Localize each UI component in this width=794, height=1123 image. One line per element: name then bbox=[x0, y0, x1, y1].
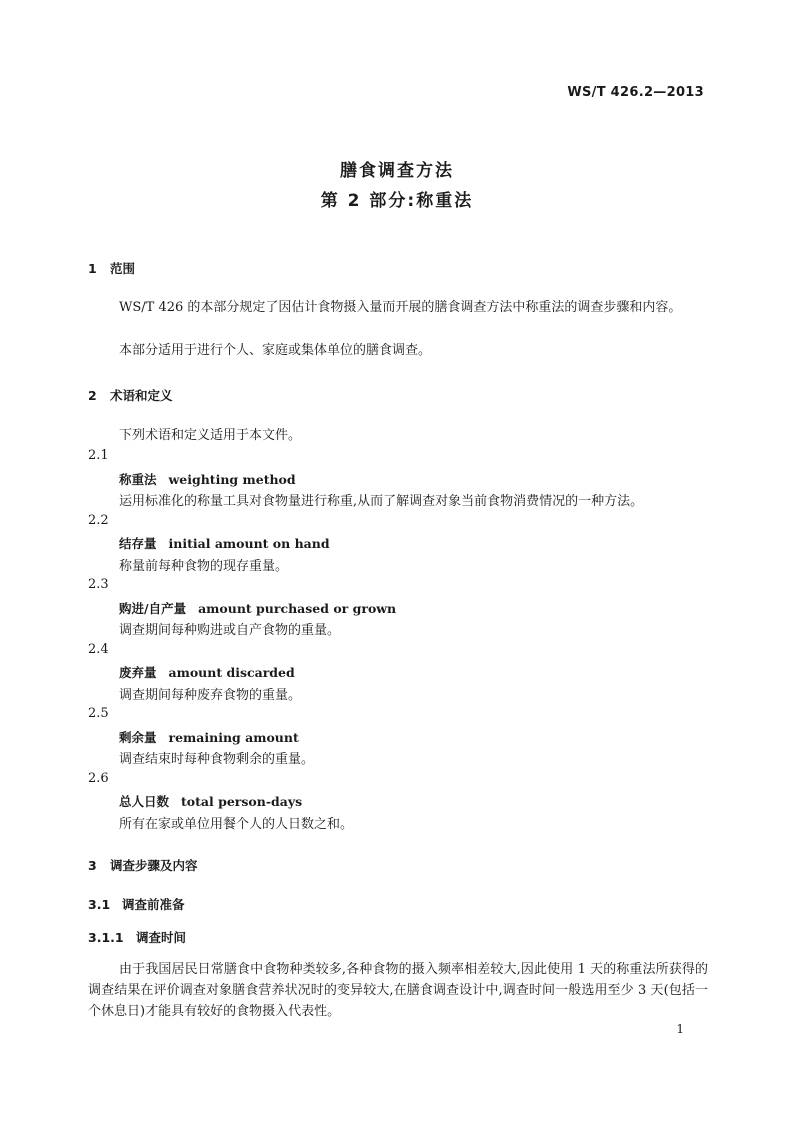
term-heading bbox=[119, 792, 302, 810]
term-number: 2.3 bbox=[88, 577, 109, 592]
term-en: amount discarded bbox=[168, 665, 295, 680]
section-3-paragraph: 由于我国居民日常膳食中食物种类较多,各种食物的摄入频率相差较大,因此使用 1 天的称重法所获得的调查结果在评价调查对象膳食营养状况时的变异较大,在膳食调查设计中,调查时间一般选用至少 3 天(包括一个休息日)才能具有较好的食物摄入代表性。 bbox=[88, 962, 708, 1019]
term-number: 2.2 bbox=[88, 513, 109, 528]
term-en: total person-days bbox=[181, 794, 303, 809]
section-number: 2 bbox=[88, 388, 97, 403]
term-definition: 调查结束时每种食物剩余的重量。 bbox=[119, 752, 315, 767]
term-number: 2.1 bbox=[88, 448, 109, 463]
term-heading bbox=[119, 728, 299, 746]
term-heading bbox=[119, 599, 396, 617]
section-title: 术语和定义 bbox=[110, 388, 173, 403]
term-en: remaining amount bbox=[168, 730, 299, 745]
term-number: 2.5 bbox=[88, 706, 109, 721]
section-2-heading bbox=[88, 386, 173, 404]
standard-code: WS/T 426.2—2013 bbox=[567, 85, 704, 100]
subsection-title: 调查前准备 bbox=[122, 897, 185, 912]
term-zh: 购进/自产量 bbox=[119, 601, 187, 616]
subsection-3-1-1-heading bbox=[88, 928, 186, 946]
term-en: amount purchased or grown bbox=[198, 601, 397, 616]
section-title: 调查步骤及内容 bbox=[110, 858, 198, 873]
section-number: 3 bbox=[88, 858, 97, 873]
section-3-heading bbox=[88, 856, 198, 874]
document-title: 膳食调查方法 bbox=[340, 161, 454, 181]
term-en: initial amount on hand bbox=[168, 536, 330, 551]
subsection-number: 3.1 bbox=[88, 897, 111, 912]
term-heading bbox=[119, 470, 296, 488]
term-zh: 结存量 bbox=[119, 536, 157, 551]
section-2-intro: 下列术语和定义适用于本文件。 bbox=[119, 428, 302, 443]
section-1-paragraph-1: WS/T 426 的本部分规定了因估计食物摄入量而开展的膳食调查方法中称重法的调查步骤和内容。 bbox=[119, 300, 682, 315]
term-number: 2.6 bbox=[88, 771, 109, 786]
section-number: 1 bbox=[88, 261, 97, 276]
term-definition: 所有在家或单位用餐个人的人日数之和。 bbox=[119, 817, 354, 832]
term-zh: 称重法 bbox=[119, 472, 157, 487]
term-zh: 剩余量 bbox=[119, 730, 157, 745]
section-1-heading bbox=[88, 259, 135, 277]
term-definition: 调查期间每种废弃食物的重量。 bbox=[119, 688, 302, 703]
term-heading bbox=[119, 534, 330, 552]
subsection-title: 调查时间 bbox=[136, 930, 187, 945]
subsection-number: 3.1.1 bbox=[88, 930, 124, 945]
term-en: weighting method bbox=[168, 472, 296, 487]
subsection-3-1-heading bbox=[88, 895, 185, 913]
document-subtitle: 第 2 部分:称重法 bbox=[320, 191, 474, 211]
term-zh: 总人日数 bbox=[119, 794, 170, 809]
term-definition: 称量前每种食物的现存重量。 bbox=[119, 559, 289, 574]
section-title: 范围 bbox=[110, 261, 136, 276]
section-1-paragraph-2: 本部分适用于进行个人、家庭或集体单位的膳食调查。 bbox=[119, 343, 432, 358]
term-definition: 运用标准化的称量工具对食物量进行称重,从而了解调查对象当前食物消费情况的一种方法。 bbox=[119, 494, 644, 509]
term-zh: 废弃量 bbox=[119, 665, 157, 680]
term-number: 2.4 bbox=[88, 642, 109, 657]
page-number: 1 bbox=[676, 1022, 684, 1036]
term-heading bbox=[119, 663, 295, 681]
term-definition: 调查期间每种购进或自产食物的重量。 bbox=[119, 623, 341, 638]
